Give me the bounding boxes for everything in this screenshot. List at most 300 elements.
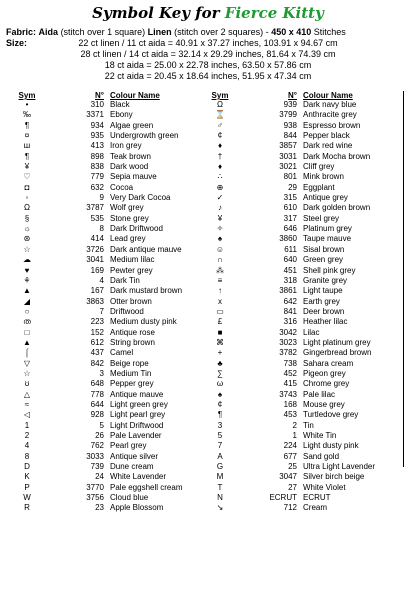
symbol-cell: R — [24, 503, 30, 513]
colour-name-cell: Pearl grey — [110, 441, 147, 451]
symbol-cell: ♠ — [217, 234, 223, 244]
colour-name-cell: Anthracite grey — [303, 110, 357, 120]
colour-name-cell: Dark wood — [110, 162, 149, 172]
table-row — [12, 400, 204, 410]
number-cell: 640 — [283, 255, 297, 265]
symbol-cell: ▲ — [23, 337, 31, 347]
fabric-line — [6, 27, 346, 38]
right-border-line — [403, 91, 404, 467]
symbol-cell: 5 — [217, 431, 223, 440]
table-row — [205, 421, 401, 431]
number-cell: ECRUT — [269, 493, 297, 503]
table-row — [12, 224, 204, 234]
colour-name-cell: Antique rose — [110, 327, 155, 337]
number-cell: 9 — [99, 193, 104, 203]
symbol-cell: T — [217, 482, 223, 492]
fabric-linen: Linen — [147, 27, 172, 37]
table-row — [205, 359, 401, 369]
table-row — [12, 348, 204, 358]
symbol-cell: ♂ — [217, 120, 223, 130]
number-cell: 24 — [95, 472, 104, 482]
symbol-cell: ⚘ — [23, 275, 31, 285]
table-row — [12, 141, 204, 151]
symbol-cell: ⁂ — [216, 265, 224, 275]
table-row — [205, 255, 401, 265]
symbol-cell: 1 — [24, 420, 30, 430]
number-cell: 938 — [283, 120, 297, 130]
table-row — [12, 214, 204, 224]
table-row — [12, 421, 204, 431]
table-row — [205, 203, 401, 213]
size-line: 22 ct aida = 20.45 x 18.64 inches, 51.95 x 47.34 cm — [104, 71, 312, 81]
table-row — [205, 493, 401, 503]
number-cell: 414 — [90, 234, 104, 244]
symbol-cell: 8 — [24, 451, 30, 461]
symbol-cell: ✧ — [216, 224, 224, 234]
number-cell: 29 — [288, 182, 297, 192]
table-row — [205, 317, 401, 327]
symbol-cell: ʊ — [24, 379, 30, 389]
colour-name-cell: Sand gold — [303, 451, 340, 461]
number-cell: 224 — [283, 441, 297, 451]
colour-name-cell: Shell pink grey — [303, 265, 356, 275]
colour-name-cell: Heather lilac — [303, 317, 348, 327]
symbol-cell: Ω — [24, 203, 30, 213]
number-cell: 3021 — [279, 162, 297, 172]
fabric-stitches: 450 x 410 — [271, 27, 312, 37]
colour-name-cell: Pale Lavender — [110, 431, 162, 440]
symbol-cell: ▽ — [23, 358, 31, 368]
sym-header: Sym — [211, 91, 229, 100]
symbol-cell: ¢ — [217, 131, 223, 141]
colour-name-cell: Chrome grey — [303, 379, 350, 389]
number-cell: 778 — [90, 389, 104, 399]
table-row — [12, 338, 204, 348]
table-row — [205, 431, 401, 441]
number-cell: 898 — [90, 151, 104, 161]
symbol-cell: ♣ — [217, 358, 223, 368]
table-row — [12, 266, 204, 276]
number-cell: 677 — [283, 451, 297, 461]
colour-name-cell: Sahara cream — [303, 358, 354, 368]
symbol-cell: ☺ — [215, 244, 225, 254]
symbol-cell: W — [23, 493, 31, 503]
table-row — [205, 183, 401, 193]
symbol-cell: ♠ — [217, 389, 223, 399]
number-cell: 712 — [283, 503, 297, 513]
colour-name-cell: White Tin — [303, 431, 337, 440]
table-row — [12, 183, 204, 193]
symbol-cell: △ — [23, 389, 31, 399]
number-cell: 762 — [90, 441, 104, 451]
colour-name-cell: Black — [110, 100, 130, 109]
size-label: Size: — [6, 38, 28, 48]
colour-name-cell: Light Driftwood — [110, 420, 164, 430]
symbol-cell: ↘ — [216, 503, 224, 513]
colour-name-cell: Lilac — [303, 327, 320, 337]
colour-name-cell: Beige rope — [110, 358, 149, 368]
colour-name-cell: Stone grey — [110, 213, 149, 223]
symbol-cell: ♥ — [24, 265, 30, 275]
number-cell: 27 — [288, 482, 297, 492]
symbol-cell: ¢ — [217, 399, 223, 409]
title-prefix: Symbol Key for — [92, 4, 220, 22]
table-row — [12, 452, 204, 462]
table-row — [205, 483, 401, 493]
table-row — [12, 162, 204, 172]
table-row — [12, 483, 204, 493]
symbol-cell: G — [216, 462, 224, 472]
number-cell: 310 — [90, 100, 104, 109]
symbol-cell: ¥ — [24, 162, 30, 172]
symbol-cell: ш — [23, 141, 31, 151]
number-cell: 26 — [95, 431, 104, 440]
colour-name-cell: Dark Tin — [110, 275, 140, 285]
number-cell: 3 — [99, 368, 104, 378]
table-row — [205, 141, 401, 151]
number-cell: 648 — [90, 379, 104, 389]
table-row — [12, 152, 204, 162]
colour-name-cell: Algae green — [110, 120, 154, 130]
table-row — [205, 100, 401, 110]
symbol-cell: K — [24, 472, 30, 482]
symbol-cell: P — [24, 482, 30, 492]
colour-name-cell: Medium Tin — [110, 368, 152, 378]
symbol-cell: ⌘ — [216, 337, 224, 347]
table-row — [12, 193, 204, 203]
colour-name-cell: Dark Driftwood — [110, 224, 163, 234]
table-row — [205, 328, 401, 338]
number-cell: 453 — [283, 410, 297, 420]
colour-name-cell: ECRUT — [303, 493, 331, 503]
table-row — [12, 245, 204, 255]
symbol-cell: ▲ — [23, 286, 31, 296]
symbol-cell: ¤ — [24, 131, 30, 141]
table-row — [12, 307, 204, 317]
colour-name-cell: Light platinum grey — [303, 337, 371, 347]
table-row — [205, 193, 401, 203]
colour-name-cell: Medium dusty pink — [110, 317, 177, 327]
number-cell: 935 — [90, 131, 104, 141]
table-row — [12, 297, 204, 307]
number-cell: 318 — [283, 275, 297, 285]
colour-name-cell: Steel grey — [303, 213, 340, 223]
colour-name-cell: Turtledove grey — [303, 410, 359, 420]
symbol-cell: Ω — [217, 100, 223, 109]
symbol-cell: ∩ — [217, 255, 223, 265]
number-cell: 3041 — [86, 255, 104, 265]
colour-name-cell: Very Dark Cocoa — [110, 193, 171, 203]
symbol-cell: 3 — [217, 420, 223, 430]
colour-name-cell: Pewter grey — [110, 265, 153, 275]
table-row — [205, 410, 401, 420]
title-brand: Fierce Kitty — [224, 4, 324, 22]
number-cell: 3023 — [279, 337, 297, 347]
symbol-cell: ☁ — [23, 255, 31, 265]
colour-name-cell: Dark golden brown — [303, 203, 371, 213]
number-cell: 3047 — [279, 472, 297, 482]
symbol-table-left — [12, 91, 204, 514]
number-cell: 612 — [90, 337, 104, 347]
symbol-cell: ☼ — [23, 224, 31, 234]
colour-name-cell: Cocoa — [110, 182, 134, 192]
symbol-cell: ¶ — [24, 120, 30, 130]
number-cell: 3857 — [279, 141, 297, 151]
table-row — [12, 110, 204, 120]
size-line: 22 ct linen / 11 ct aida = 40.91 x 37.27 inches, 103.91 x 94.67 cm — [78, 38, 338, 48]
number-cell: 801 — [283, 172, 297, 182]
symbol-cell: 7 — [217, 441, 223, 451]
number-cell: 316 — [283, 317, 297, 327]
symbol-cell: ♪ — [218, 203, 222, 213]
number-cell: 3770 — [86, 482, 104, 492]
colour-name-cell: Dark red wine — [303, 141, 353, 151]
table-row — [12, 359, 204, 369]
table-row — [205, 162, 401, 172]
table-row — [205, 462, 401, 472]
symbol-cell: ☆ — [23, 368, 31, 378]
number-cell: 842 — [90, 358, 104, 368]
num-header: N° — [288, 91, 297, 100]
number-cell: 3782 — [279, 348, 297, 358]
table-row — [12, 234, 204, 244]
number-cell: 25 — [288, 462, 297, 472]
table-row — [12, 390, 204, 400]
table-row — [12, 286, 204, 296]
number-cell: 167 — [90, 286, 104, 296]
symbol-cell: x — [218, 296, 222, 306]
number-cell: 4 — [99, 275, 104, 285]
colour-name-cell: Teak brown — [110, 151, 151, 161]
size-line: 18 ct aida = 25.00 x 22.78 inches, 63.50 x 57.86 cm — [104, 60, 312, 70]
table-row — [12, 462, 204, 472]
number-cell: 646 — [283, 224, 297, 234]
table-row — [12, 328, 204, 338]
colour-name-cell: Dark mustard brown — [110, 286, 183, 296]
number-cell: 928 — [90, 410, 104, 420]
colour-name-cell: Cream — [303, 503, 328, 513]
number-cell: 169 — [90, 265, 104, 275]
colour-name-cell: Antique mauve — [110, 389, 164, 399]
number-cell: 3787 — [86, 203, 104, 213]
table-row — [205, 234, 401, 244]
colour-name-cell: Pigeon grey — [303, 368, 346, 378]
colour-name-header: Colour Name — [303, 91, 353, 100]
number-cell: 452 — [283, 368, 297, 378]
symbol-cell: ∑ — [217, 368, 223, 378]
colour-name-cell: Medium lilac — [110, 255, 155, 265]
colour-name-cell: Taupe mauve — [303, 234, 352, 244]
size-line: 28 ct linen / 14 ct aida = 32.14 x 29.29 inches, 81.64 x 74.39 cm — [80, 49, 336, 59]
fabric-aida: Aida — [38, 27, 59, 37]
table-row — [205, 338, 401, 348]
colour-name-cell: Eggplant — [303, 182, 335, 192]
table-row — [205, 172, 401, 182]
symbol-cell: ◁ — [23, 410, 31, 420]
colour-name-cell: Antique silver — [110, 451, 159, 461]
symbol-cell: ■ — [217, 327, 223, 337]
symbol-cell: ♦ — [217, 141, 223, 151]
symbol-cell: ◦ — [25, 193, 29, 203]
colour-name-cell: Gingerbread brown — [303, 348, 372, 358]
number-cell: 168 — [283, 399, 297, 409]
colour-name-cell: Granite grey — [303, 275, 348, 285]
symbol-cell: ↑ — [218, 286, 222, 296]
colour-name-cell: Pepper grey — [110, 379, 154, 389]
page-title — [0, 4, 416, 22]
table-row — [205, 390, 401, 400]
table-row — [12, 172, 204, 182]
symbol-cell: • — [25, 100, 29, 109]
symbol-cell: ○ — [24, 306, 30, 316]
colour-name-cell: White Lavender — [110, 472, 167, 482]
symbol-cell: ≡ — [217, 275, 223, 285]
symbol-table-right — [205, 91, 401, 514]
table-row — [12, 472, 204, 482]
table-row — [205, 121, 401, 131]
number-cell: 642 — [283, 296, 297, 306]
symbol-cell: ⊛ — [23, 234, 31, 244]
colour-name-cell: Cliff grey — [303, 162, 335, 172]
colour-name-cell: Wolf grey — [110, 203, 144, 213]
colour-name-cell: Light dusty pink — [303, 441, 359, 451]
colour-name-cell: Apple Blossom — [110, 503, 164, 513]
table-row — [12, 317, 204, 327]
number-cell: 3743 — [279, 389, 297, 399]
symbol-cell: ⌠ — [24, 348, 30, 358]
number-cell: 3799 — [279, 110, 297, 120]
table-row — [205, 214, 401, 224]
colour-name-cell: Platinum grey — [303, 224, 352, 234]
colour-name-cell: Green grey — [303, 255, 344, 265]
number-cell: 844 — [283, 131, 297, 141]
symbol-cell: † — [217, 151, 223, 161]
table-row — [12, 410, 204, 420]
symbol-cell: ▭ — [216, 306, 224, 316]
table-row — [12, 121, 204, 131]
table-row — [205, 110, 401, 120]
number-cell: 2 — [292, 420, 297, 430]
symbol-cell: □ — [24, 327, 30, 337]
table-row — [205, 307, 401, 317]
colour-name-cell: Light pearl grey — [110, 410, 166, 420]
table-row — [205, 379, 401, 389]
table-row — [12, 369, 204, 379]
colour-name-cell: Earth grey — [303, 296, 340, 306]
number-cell: 3861 — [279, 286, 297, 296]
table-row — [12, 203, 204, 213]
colour-name-cell: Mouse grey — [303, 399, 345, 409]
table-row — [205, 452, 401, 462]
table-row — [12, 255, 204, 265]
colour-name-cell: Iron grey — [110, 141, 142, 151]
symbol-cell: 4 — [24, 441, 30, 451]
table-row — [205, 245, 401, 255]
table-row — [205, 276, 401, 286]
number-cell: 23 — [95, 503, 104, 513]
symbol-cell: ¶ — [24, 151, 30, 161]
symbol-cell: ☆ — [23, 244, 31, 254]
symbol-cell: ¶ — [217, 410, 223, 420]
colour-name-cell: Dark navy blue — [303, 100, 357, 109]
colour-name-cell: Otter brown — [110, 296, 152, 306]
number-cell: 5 — [99, 420, 104, 430]
colour-name-cell: Espresso brown — [303, 120, 361, 130]
symbol-cell: ◘ — [24, 182, 30, 192]
symbol-cell: ⊕ — [216, 182, 224, 192]
number-cell: 739 — [90, 462, 104, 472]
colour-name-cell: Camel — [110, 348, 134, 358]
table-row — [205, 503, 401, 513]
table-row — [12, 431, 204, 441]
colour-name-cell: Light taupe — [303, 286, 343, 296]
number-cell: 3033 — [86, 451, 104, 461]
number-cell: 437 — [90, 348, 104, 358]
symbol-cell: ത — [23, 317, 31, 327]
number-cell: 3042 — [279, 327, 297, 337]
symbol-cell: ◢ — [23, 296, 31, 306]
table-header-row — [205, 91, 401, 100]
table-row — [12, 100, 204, 110]
number-cell: 223 — [90, 317, 104, 327]
table-row — [12, 276, 204, 286]
symbol-cell: ‰ — [23, 110, 31, 120]
number-cell: 611 — [284, 244, 297, 254]
table-row — [12, 503, 204, 513]
colour-name-cell: Pepper black — [303, 131, 350, 141]
colour-name-cell: Cloud blue — [110, 493, 149, 503]
number-cell: 3756 — [86, 493, 104, 503]
symbol-cell: ♡ — [23, 172, 31, 182]
table-row — [205, 400, 401, 410]
symbol-cell: ∴ — [217, 172, 223, 182]
table-row — [205, 472, 401, 482]
symbol-cell: D — [24, 462, 30, 472]
colour-name-cell: Tin — [303, 420, 314, 430]
symbol-cell: ω — [216, 379, 224, 389]
table-row — [12, 493, 204, 503]
number-cell: 1 — [292, 431, 297, 440]
table-header-row — [12, 91, 204, 100]
colour-name-cell: Ultra Light Lavender — [303, 462, 376, 472]
symbol-cell: ≈ — [24, 399, 30, 409]
number-cell: 415 — [283, 379, 297, 389]
table-row — [12, 131, 204, 141]
table-row — [12, 379, 204, 389]
table-row — [12, 441, 204, 451]
colour-name-cell: Dark antique mauve — [110, 244, 182, 254]
table-row — [205, 441, 401, 451]
symbol-cell: + — [217, 348, 223, 358]
colour-name-cell: Pale eggshell cream — [110, 482, 183, 492]
colour-name-cell: Dark Mocha brown — [303, 151, 371, 161]
table-row — [205, 369, 401, 379]
number-cell: 841 — [283, 306, 297, 316]
fabric-linen-note: (stitch over 2 squares) - — [174, 27, 269, 37]
colour-name-cell: String brown — [110, 337, 155, 347]
number-cell: 3031 — [279, 151, 297, 161]
number-cell: 317 — [283, 213, 297, 223]
colour-name-cell: Mink brown — [303, 172, 344, 182]
symbol-cell: M — [216, 472, 224, 482]
number-cell: 315 — [283, 193, 297, 203]
table-row — [205, 266, 401, 276]
number-cell: 7 — [99, 306, 104, 316]
number-cell: 939 — [283, 100, 297, 109]
fabric-stitches-label: Stitches — [313, 27, 346, 37]
number-cell: 152 — [90, 327, 104, 337]
colour-name-cell: Silver birch beige — [303, 472, 365, 482]
